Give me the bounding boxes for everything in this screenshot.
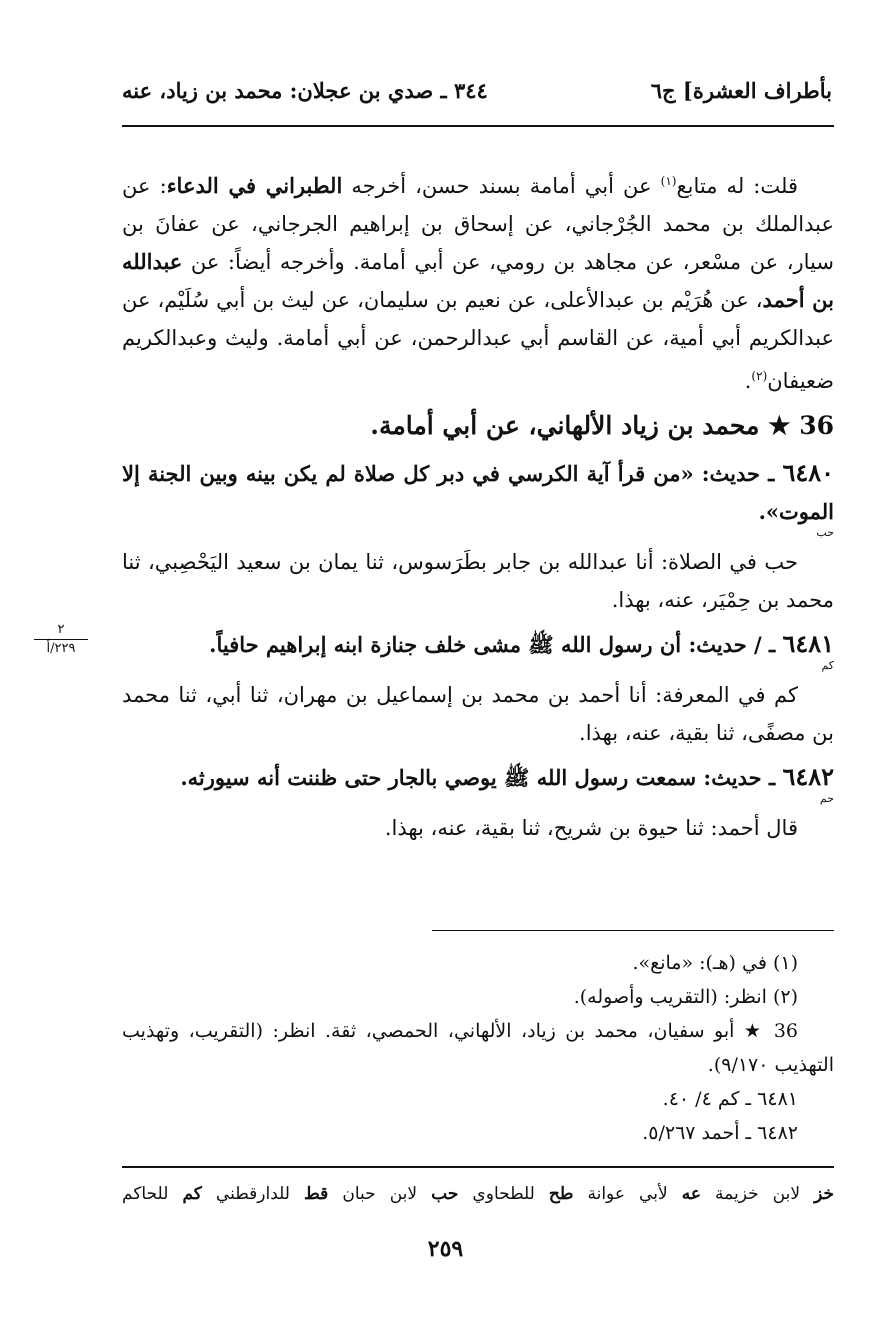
footnotes [122,946,834,1150]
intro-emphasis: الطبراني في الدعاء [166,173,343,198]
abbreviation-code: عه [681,1184,701,1204]
abbreviation-item [122,1184,202,1204]
footnote-item: (١) في (هـ): «مانع». [632,952,798,974]
abbreviation-code: طح [548,1184,574,1204]
source-chain: في الصلاة: أنا عبدالله بن جابر بطَرَسوس، ثنا يمان بن سعيد اليَحْصِبي، ثنا محمد بن حِمْيَر، عنه، بهذا. [122,550,834,612]
hadith-number: ٦٤٨١ [782,629,834,658]
hadith-number: ٦٤٨٠ [782,458,834,487]
hadith-source [122,676,834,752]
page-number: ٢٥٩ [427,1236,464,1262]
abbreviation-item [587,1184,700,1204]
source-chain: في المعرفة: أنا أحمد بن محمد بن إسماعيل بن مهران، ثنا أبي، ثنا محمد بن مصفًى، ثنا بقية، عنه، بهذا. [122,683,834,745]
folio-reference: ٢٢٩/أ [46,641,76,656]
abbreviation-name: للطحاوي [472,1184,549,1204]
abbreviation-name: للحاكم [122,1184,183,1204]
hadith-sigla: كم [821,659,834,672]
intro-paragraph [122,162,834,400]
biography-number: 36 [799,411,834,440]
footnote-ref-1: (١) [660,174,677,188]
biography-heading [122,404,834,448]
intro-text: قلت: له متابع [676,174,798,198]
source-chain: : ثنا حيوة بن شريح، ثنا بقية، عنه، بهذا. [384,816,718,840]
abbreviation-item [472,1184,573,1204]
intro-text: عن أبي أمامة بسند حسن، أخرجه [342,174,661,198]
hadith-text [122,625,834,664]
hadith-sigla: حم [819,792,834,805]
hadith-label: ـ حديث: [693,461,783,486]
footnote-item: 36 ★ أبو سفيان، محمد بن زياد، الألهاني، الحمصي، ثقة. انظر: (التقريب، وتهذيب التهذيب ٩/١٧٠). [122,1020,834,1076]
star-icon: ★ [768,411,791,440]
abbreviation-key [122,1184,834,1204]
running-header [122,78,832,114]
hadith-matn: أن رسول الله ﷺ مشى خلف جنازة ابنه إبراهيم حافياً. [209,632,682,657]
abbreviation-code: حب [431,1184,459,1204]
main-text [122,162,834,847]
abbreviation-item [342,1184,458,1204]
intro-emphasis: عبدالله بن أحمد [122,249,835,312]
abbreviation-name: لابن حبان [342,1184,432,1204]
abbreviation-code: قط [304,1184,329,1204]
header-section-title: ٣٤٤ ـ صدي بن عجلان: محمد بن زياد، عنه [122,78,488,103]
folio-divider [34,639,88,640]
abbreviation-name: للدارقطني [215,1184,305,1204]
folio-marker: ٢ [57,622,65,637]
hadith-number: ٦٤٨٢ [782,762,834,791]
hadith-text [122,758,834,797]
header-book-title: بأطراف العشرة] ج٦ [650,78,832,103]
hadith-source [122,809,834,847]
hadith-label: ـ حديث: [696,765,783,790]
source-siglum: قال أحمد [717,816,798,840]
hadith-source [122,543,834,619]
intro-text: : عن عبدالملك بن محمد الجُرْجاني، عن إسحاق بن إبراهيم الجرجاني، عن عفانَ بن سيار، عن مسْعر، عن مجاهد بن رومي، عن أبي أمامة. وأخرجه أيضاً: عن [122,174,834,274]
abbreviation-name: لأبي عوانة [587,1184,682,1204]
abbreviation-code: كم [182,1184,202,1204]
intro-text: . [744,369,752,393]
biography-title: محمد بن زياد الألهاني، عن أبي أمامة. [370,411,760,440]
footer-rule [122,1166,834,1168]
abbreviation-item [216,1184,328,1204]
hadith-text [122,454,834,531]
abbreviation-code: خز [814,1184,834,1204]
hadith-label: ـ / حديث: [681,632,783,657]
intro-text: ، عن هُرَيْم بن عبدالأعلى، عن نعيم بن سليمان، عن ليث بن أبي سُلَيْم، عن عبدالكريم أبي أمية، عن القاسم أبي عبدالرحمن، عن أبي أمامة. وليث وعبدالكريم ضعيفان [122,288,834,393]
footnote-item: ٦٤٨١ ـ كم ٤/ ٤٠. [662,1088,798,1110]
footnote-rule [432,930,834,931]
hadith-matn: «من قرأ آية الكرسي في دبر كل صلاة لم يكن بينه وبين الجنة إلا الموت». [122,461,834,524]
header-rule [122,125,834,127]
source-siglum: حب [764,550,798,574]
hadith-sigla: حب [816,526,834,539]
abbreviation-name: لابن خزيمة [715,1184,815,1204]
footnote-item: (٢) انظر: (التقريب وأصوله). [573,986,798,1008]
manuscript-folio-note [30,622,92,657]
source-siglum: كم [774,683,798,707]
footnote-ref-2: (٢) [751,369,768,383]
hadith-matn: سمعت رسول الله ﷺ يوصي بالجار حتى ظننت أنه سيورثه. [180,765,697,790]
footnote-item: ٦٤٨٢ ـ أحمد ٥/٢٦٧. [642,1122,798,1144]
abbreviation-item [715,1184,834,1204]
